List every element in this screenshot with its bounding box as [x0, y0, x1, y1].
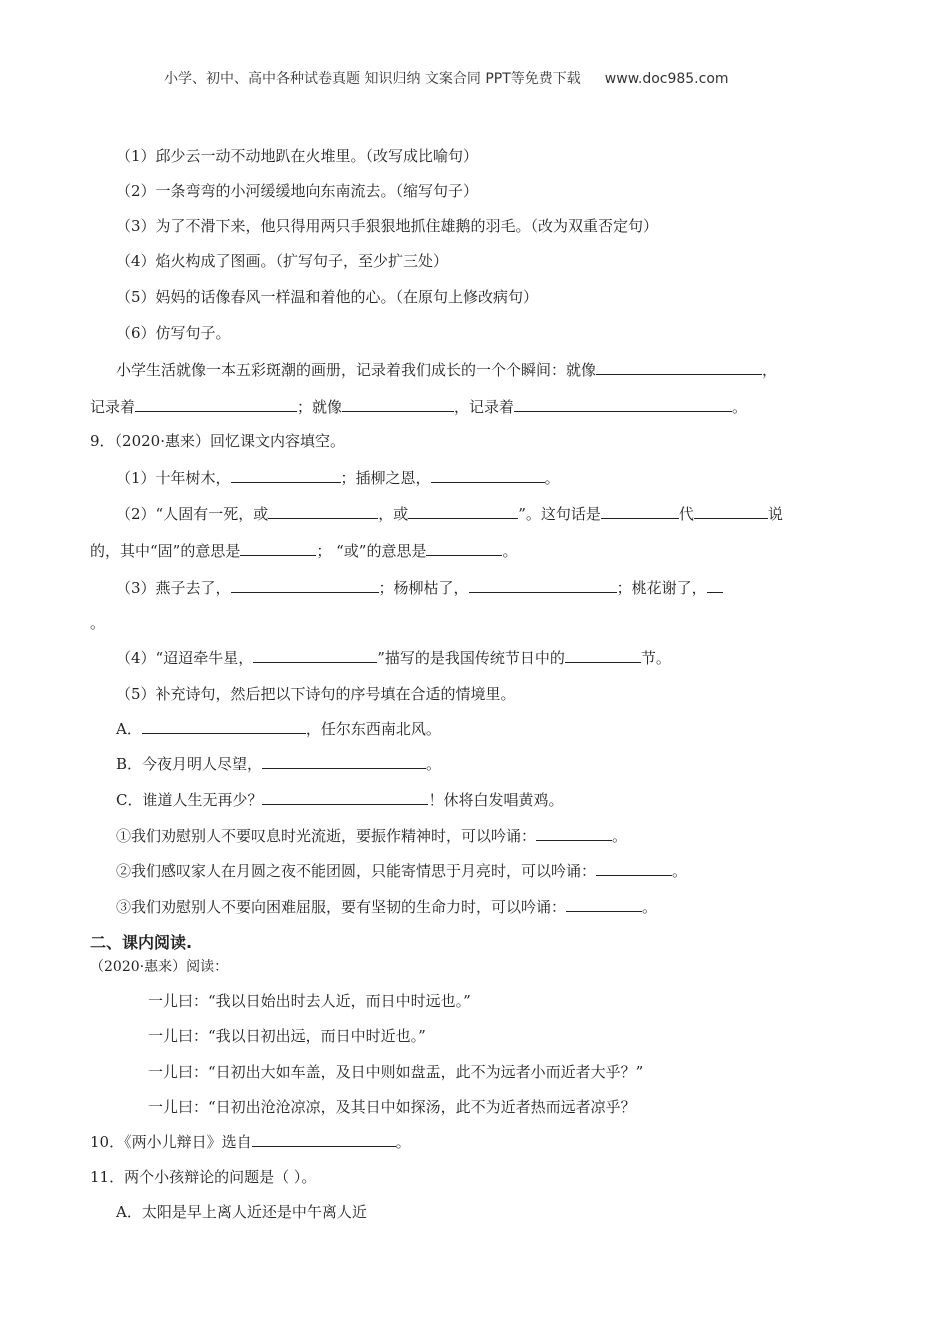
q8-text: 。	[732, 398, 748, 416]
q10-text: 10．《两小儿辩日》选自	[90, 1133, 252, 1151]
q9-text: 的，其中“固”的意思是	[90, 542, 241, 560]
q9-text: B．今夜月明人尽望，	[116, 755, 263, 773]
answer-blank[interactable]	[262, 753, 426, 769]
answer-blank[interactable]	[565, 647, 641, 663]
q8-imitation-line-2	[90, 396, 747, 418]
answer-blank[interactable]	[426, 540, 502, 556]
q9-text: A．	[116, 720, 142, 738]
q9-text: ，任尔东西南北风。	[305, 720, 441, 738]
reading-line-2: 一儿曰：“我以日初出远，而日中时近也。”	[148, 1027, 426, 1045]
q10-text: 。	[395, 1133, 411, 1151]
answer-blank[interactable]	[342, 396, 454, 412]
q8-item-4: （4）焰火构成了图画。（扩写句子，至少扩三处）	[116, 252, 449, 270]
q9-text: ；杨柳枯了，	[378, 579, 469, 597]
reading-line-3: 一儿曰：“日初出大如车盖，及日中则如盘盂，此不为远者小而近者大乎？”	[148, 1063, 644, 1081]
q8-item-6: （6）仿写句子。	[116, 324, 231, 342]
q8-text: ，记录着	[454, 398, 515, 416]
q9-text: 。	[502, 542, 518, 560]
section-title: 二、课内阅读.	[90, 933, 193, 952]
q9-part-3-end: 。	[90, 614, 106, 632]
answer-blank[interactable]	[469, 577, 617, 593]
q9-text: 。	[642, 898, 658, 916]
q9-text: ③我们劝慰别人不要向困难屈服，要有坚韧的生命力时，可以吟诵：	[116, 898, 567, 916]
q8-item-3: （3）为了不滑下来，他只得用两只手狠狠地抓住雄鹅的羽毛。（改为双重否定句）	[116, 217, 659, 235]
q8-text: 记录着	[90, 398, 136, 416]
q9-text: 代	[678, 505, 694, 523]
q9-option-b	[116, 753, 441, 775]
answer-blank[interactable]	[431, 467, 545, 483]
q9-part-2	[116, 503, 783, 525]
answer-blank[interactable]	[135, 396, 297, 412]
q9-text: ”描写的是我国传统节日中的	[377, 649, 565, 667]
q9-text: 节。	[640, 649, 671, 667]
q9-context-1	[116, 825, 627, 847]
q9-text: ②我们感叹家人在月圆之夜不能团圆，只能寄情思于月亮时，可以吟诵：	[116, 862, 597, 880]
reading-line-4: 一儿曰：“日初出沧沧凉凉，及其日中如探汤，此不为近者热而远者凉乎？	[148, 1098, 636, 1116]
q9-text: ，或	[378, 505, 409, 523]
q9-text: 说	[767, 505, 783, 523]
answer-blank[interactable]	[536, 825, 612, 841]
reading-line-1: 一儿曰：“我以日始出时去人近，而日中时远也。”	[148, 992, 471, 1010]
answer-blank[interactable]	[514, 396, 732, 412]
q9-text: （3）燕子去了，	[116, 579, 231, 597]
answer-blank[interactable]	[231, 467, 341, 483]
q8-imitation-line-1	[116, 359, 777, 381]
q8-text: ；就像	[297, 398, 343, 416]
q9-text: 。	[426, 755, 442, 773]
answer-blank[interactable]	[252, 1131, 396, 1147]
q9-text: （2）“人固有一死，或	[116, 505, 269, 523]
q8-text: ，	[762, 361, 778, 379]
q9-text: 。	[544, 469, 560, 487]
answer-blank[interactable]	[231, 577, 379, 593]
q9-context-2	[116, 860, 687, 882]
q9-text: ；插柳之恩，	[340, 469, 431, 487]
answer-blank[interactable]	[253, 647, 377, 663]
q9-text: ；桃花谢了，	[616, 579, 707, 597]
q9-text: ①我们劝慰别人不要叹息时光流逝，要振作精神时，可以吟诵：	[116, 827, 537, 845]
q8-item-1: （1）邱少云一动不动地趴在火堆里。（改写成比喻句）	[116, 147, 479, 165]
q9-context-3	[116, 896, 657, 918]
answer-blank[interactable]	[240, 540, 316, 556]
q9-text: 。	[612, 827, 628, 845]
answer-blank[interactable]	[694, 503, 768, 519]
answer-blank[interactable]	[601, 503, 679, 519]
q9-part-5: （5）补充诗句，然后把以下诗句的序号填在合适的情境里。	[116, 685, 516, 703]
answer-blank[interactable]	[707, 577, 723, 593]
answer-blank[interactable]	[268, 503, 378, 519]
answer-blank[interactable]	[596, 860, 672, 876]
q9-text: （4）“迢迢牵牛星，	[116, 649, 254, 667]
q8-item-5: （5）妈妈的话像春风一样温和着他的心。（在原句上修改病句）	[116, 288, 539, 306]
answer-blank[interactable]	[262, 789, 428, 805]
q8-text: 小学生活就像一本五彩斑潮的画册，记录着我们成长的一个个瞬间：就像	[116, 361, 597, 379]
answer-blank[interactable]	[408, 503, 518, 519]
q9-text: ！休将白发唱黄鸡。	[428, 791, 564, 809]
q9-part-3	[116, 577, 723, 599]
q9-option-a	[116, 718, 441, 740]
answer-blank[interactable]	[596, 359, 762, 375]
page-header	[164, 68, 729, 90]
header-text: 小学、初中、高中各种试卷真题 知识归纳 文案合同 PPT等免费下载	[164, 71, 581, 87]
q9-text: （1）十年树木，	[116, 469, 231, 487]
q9-part-4	[116, 647, 671, 669]
reading-intro: （2020·惠来）阅读：	[90, 959, 229, 975]
q9-option-c	[116, 789, 564, 811]
q8-item-2: （2）一条弯弯的小河缓缓地向东南流去。（缩写句子）	[116, 182, 479, 200]
answer-blank[interactable]	[142, 718, 306, 734]
q9-text: ”。这句话是	[518, 505, 601, 523]
q9-title: 9．（2020·惠来）回忆课文内容填空。	[90, 432, 345, 450]
q9-text: 。	[672, 862, 688, 880]
q9-text: ； “或”的意思是	[316, 542, 427, 560]
q10	[90, 1131, 411, 1153]
q11-option-a[interactable]: A．太阳是早上离人近还是中午离人近	[116, 1203, 367, 1221]
q9-part-1	[116, 467, 560, 489]
q9-part-2-cont	[90, 540, 517, 562]
answer-blank[interactable]	[566, 896, 642, 912]
q9-text: C．谁道人生无再少？	[116, 791, 263, 809]
header-url[interactable]: www.doc985.com	[604, 71, 729, 87]
q11: 11．两个小孩辩论的问题是（ ）。	[90, 1168, 317, 1186]
